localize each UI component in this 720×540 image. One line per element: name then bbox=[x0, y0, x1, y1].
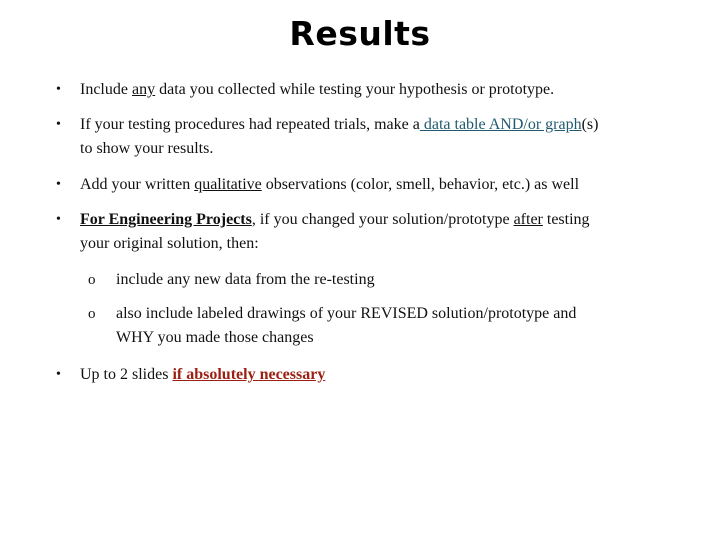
bullet-marker: • bbox=[56, 212, 61, 227]
bullet-marker: • bbox=[56, 367, 61, 382]
sub-bullet-marker: o bbox=[88, 306, 96, 322]
data-table-graph-link[interactable]: data table AND/or graph bbox=[419, 116, 582, 133]
sub-bullet-marker: o bbox=[88, 272, 96, 288]
underlined-word: after bbox=[513, 211, 543, 228]
underlined-word: qualitative bbox=[194, 176, 262, 193]
list-item-text: Up to 2 slides if absolutely necessary bbox=[80, 366, 326, 383]
list-item-text: Add your written qualitative observations (color, smell, behavior, etc.) as well bbox=[80, 176, 580, 193]
slide-title: Results bbox=[289, 14, 431, 53]
emphasis-text: if absolutely necessary bbox=[172, 366, 326, 383]
bullet-marker: • bbox=[56, 177, 61, 192]
bullet-marker: • bbox=[56, 117, 61, 132]
list-item-text: Include any data you collected while testing your hypothesis or prototype. bbox=[80, 81, 555, 98]
list-item-text: If your testing procedures had repeated trials, make a data table AND/or graph(s) to show your results. bbox=[80, 116, 599, 157]
list-item-text: For Engineering Projects, if you changed your solution/prototype after testing your original solution, then: bbox=[80, 211, 590, 252]
sub-list-item-text: also include labeled drawings of your REVISED solution/prototype and WHY you made those changes bbox=[116, 305, 577, 346]
bullet-marker: • bbox=[56, 82, 61, 97]
engineering-projects-heading: For Engineering Projects bbox=[80, 211, 252, 228]
underlined-word: any bbox=[131, 81, 156, 98]
sub-list-item-text: include any new data from the re-testing bbox=[116, 271, 375, 288]
